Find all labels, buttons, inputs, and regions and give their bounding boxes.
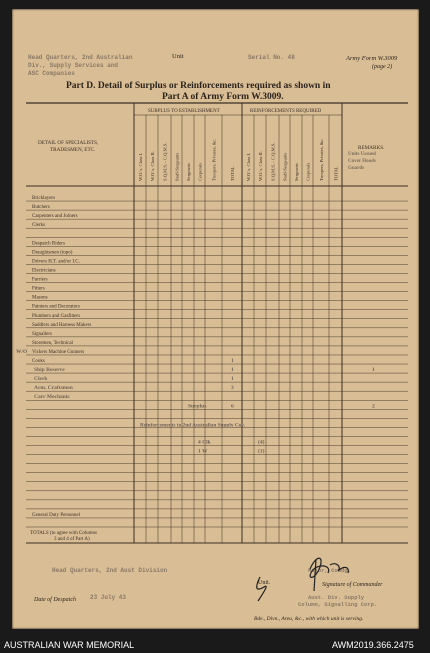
handwritten-signature: [240, 551, 383, 603]
form-table: [12, 9, 419, 629]
row-label-11: Masons: [32, 295, 48, 301]
surplus-column-head-6: Troopers, Privates, &c.: [211, 138, 217, 181]
surplus-column-head-0: W.O.'s. Class I.: [138, 152, 143, 181]
surplus-column-head-4: Sergeants: [186, 163, 191, 181]
reinforce-column-head-3: Staff-Sergeants: [282, 152, 288, 181]
remarks-typed-2: Guards: [348, 166, 365, 171]
unit-typed-2: Div., Supply Services and: [28, 62, 119, 69]
row-label-18: Cooks: [32, 359, 45, 365]
detail-header-1: DETAIL OF SPECIALISTS,: [38, 140, 99, 146]
summary-total-0: (4): [258, 439, 265, 446]
reinforce-column-head-2: S.Q.M.S. - C.Q.M.S.: [270, 142, 276, 181]
caption-right: AWM2019.366.2475: [332, 640, 414, 650]
reinforce-column-head-6: Troopers, Privates, &c.: [319, 138, 324, 181]
row-label-15: Signallers: [32, 331, 52, 337]
row-label-9: Farriers: [32, 277, 48, 283]
typed-value-4: Surplus: [188, 403, 207, 410]
reinforce-column-head-5: Corporals: [305, 162, 311, 181]
totals-label-2: 3 and 4 of Part A): [54, 537, 90, 542]
row-label-16: Storemen, Technical: [32, 340, 73, 346]
row-label-13: Plumbers and Gasfitters: [32, 313, 81, 319]
unit-label: Unit: [172, 53, 184, 60]
typed-row-2: Clerk: [34, 376, 48, 383]
date-typed: 23 July 43: [90, 594, 127, 601]
signature-label: Signature of Commander: [322, 582, 383, 588]
row-label-0: Bricklayers: [32, 196, 56, 202]
surplus-column-head-2: S.Q.M.S. - C.Q.M.S.: [162, 142, 168, 181]
typed-row-3: Arm. Craftsmen: [34, 385, 73, 392]
form-sheet: [12, 9, 419, 629]
reinforce-column-head-0: W.O.'s. Class I.: [246, 152, 251, 181]
row-label-7: Drivers H.T. and/or I.C.: [32, 259, 80, 265]
typed-value-7: 2: [372, 403, 375, 410]
row-label-2: Carpenters and Joiners: [32, 214, 78, 220]
typed-row-1: Ship Reserve: [34, 367, 65, 374]
typed-value-1: 1: [231, 367, 234, 374]
signature-typed-2: Aust. Div. Supply: [308, 594, 365, 601]
typed-value-6: 1: [372, 367, 375, 374]
reinforce-column-head-1: W.O.'s. Class II.: [258, 151, 263, 181]
row-label-8: Electricians: [32, 268, 56, 274]
footer-unit-label: Unit.: [258, 580, 271, 586]
row-label-10: Fitters: [32, 286, 45, 292]
surplus-column-head-5: Corporals: [197, 162, 203, 181]
typed-row-4: Carr Mechanic: [34, 394, 70, 401]
totals-label: TOTALS (to agree with Columns: [30, 531, 97, 536]
title-line-2: Part A of Army Form W.3009.: [162, 92, 284, 102]
unit-typed-1: Head Quarters, 2nd Australian: [28, 54, 133, 61]
typed-value-3: 3: [231, 385, 234, 392]
remarks-header: REMARKS.: [358, 145, 385, 151]
unit-typed-3: ASC Companies: [28, 70, 75, 77]
remarks-typed-1: Cover Hoods: [348, 159, 376, 164]
reinforce-column-head-4: Sergeants: [294, 163, 299, 181]
row-label-14: Saddlers and Harness Makers: [32, 322, 92, 328]
footer-unit-typed: Head Quarters, 2nd Aust Division: [52, 567, 168, 574]
serial-typed: Serial No. 48: [248, 54, 295, 61]
detail-header-2: TRADESMEN, ETC.: [50, 147, 96, 153]
surplus-column-head-3: Staff-Sergeants: [174, 152, 180, 181]
surplus-column-head-1: W.O.'s. Class II.: [150, 151, 155, 181]
summary-typed: Reinforcements to 2nd Australian Supply Coy.: [140, 422, 245, 429]
title-line-1: Part D. Detail of Surplus or Reinforcements required as shown in: [66, 81, 331, 91]
summary-value-0: 4 Clk: [198, 439, 211, 446]
typed-left-0: W/O: [16, 348, 28, 355]
signature-typed-3: Column, Signalling Corp.: [298, 601, 378, 608]
row-label-1: Butchers: [32, 205, 50, 211]
remarks-typed-0: Units Ussued: [348, 152, 376, 157]
row-label-35: General Duty Personnel: [32, 512, 81, 518]
page-number: (page 2): [372, 64, 393, 70]
row-label-17: Vickers Machine Gunners: [32, 349, 85, 355]
row-label-6: Draughtsmen (topo): [32, 250, 73, 256]
surplus-column-head-7: TOTAL: [230, 166, 235, 181]
caption-bar: [0, 638, 430, 653]
row-label-12: Painters and Decorators: [32, 304, 80, 310]
reinforcements-header: REINFORCEMENTS REQUIRED: [250, 109, 322, 114]
row-label-5: Despatch Riders: [32, 241, 65, 247]
row-label-3: Clerks: [32, 223, 46, 229]
form-number: Army Form W.3009: [346, 55, 398, 62]
date-label: Date of Despatch: [34, 597, 76, 603]
bde-label: Bde., Divn., Area, &c., with which unit is serving.: [254, 616, 364, 622]
caption-left: AUSTRALIAN WAR MEMORIAL: [4, 640, 135, 650]
surplus-header: SURPLUS TO ESTABLISHMENT: [148, 109, 220, 114]
summary-value-1: 1 W: [198, 448, 208, 455]
typed-value-5: 6: [231, 403, 234, 410]
typed-value-0: 1: [231, 358, 234, 365]
typed-value-2: 1: [231, 376, 234, 383]
reinforce-column-head-7: TOTAL: [333, 166, 339, 181]
summary-total-1: (1): [258, 448, 265, 455]
signature-typed-1: Major, Comdg.: [308, 567, 351, 574]
